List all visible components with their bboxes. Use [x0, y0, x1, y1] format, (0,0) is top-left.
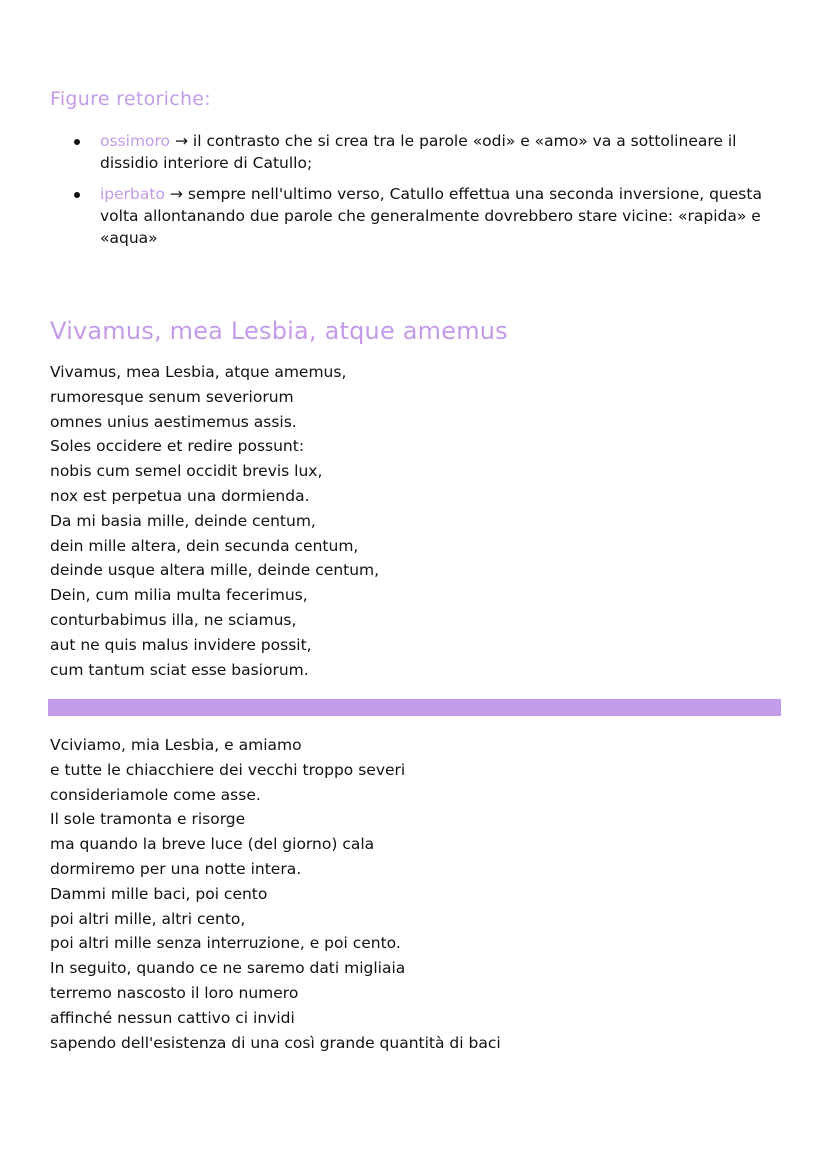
figure-term: iperbato [100, 185, 165, 203]
italian-verse: poi altri mille, altri cento, [50, 909, 246, 928]
italian-verse: ma quando la breve luce (del giorno) cala [50, 835, 375, 854]
italian-verse: terremo nascosto il loro numero [50, 983, 299, 1002]
arrow-icon: → [169, 185, 183, 203]
italian-verse: Vciviamo, mia Lesbia, e amiamo [50, 736, 302, 754]
latin-verse: cum tantum sciat esse basiorum. [50, 660, 309, 679]
italian-verse: consideriamole come asse. [50, 785, 261, 804]
latin-verse: rumoresque senum severiorum [50, 387, 294, 406]
arrow-icon: → [174, 132, 188, 150]
latin-verse: deinde usque altera mille, deinde centum, [50, 561, 380, 580]
figure-item-iperbato [68, 183, 778, 249]
figure-item-ossimoro [68, 130, 778, 174]
italian-verse: affinché nessun cattivo ci invidi [50, 1008, 295, 1027]
figures-heading: Figure retoriche: [50, 88, 211, 110]
latin-verse: nobis cum semel occidit brevis lux, [50, 462, 323, 481]
bullet-icon [74, 192, 80, 198]
italian-verse: dormiremo per una notte intera. [50, 859, 302, 878]
figure-description: sempre nell'ultimo verso, Catullo effettua una seconda inversione, questa volta allontanando due parole che generalmente dovrebbero stare vicine: «rapida» e «aqua» [100, 185, 762, 247]
latin-verse: omnes unius aestimemus assis. [50, 412, 297, 431]
bullet-icon [74, 139, 80, 145]
latin-verse: Dein, cum milia multa fecerimus, [50, 586, 308, 605]
latin-verse: Soles occidere et redire possunt: [50, 437, 305, 456]
latin-verse: Da mi basia mille, deinde centum, [50, 511, 316, 530]
latin-verse: conturbabimus illa, ne sciamus, [50, 610, 297, 629]
italian-verse: Il sole tramonta e risorge [50, 810, 246, 829]
italian-verse: Dammi mille baci, poi cento [50, 884, 268, 903]
italian-verse: e tutte le chiacchiere dei vecchi troppo severi [50, 760, 406, 779]
latin-verse: Vivamus, mea Lesbia, atque amemus, [50, 363, 347, 381]
figures-list [68, 130, 778, 258]
figure-description: il contrasto che si crea tra le parole «odi» e «amo» va a sottolineare il dissidio interiore di Catullo; [100, 132, 737, 172]
latin-verse: dein mille altera, dein secunda centum, [50, 536, 359, 555]
latin-verse: nox est perpetua una dormienda. [50, 486, 310, 505]
italian-verse: sapendo dell'esistenza di una così grande quantità di baci [50, 1033, 501, 1052]
poem-title: Vivamus, mea Lesbia, atque amemus [50, 317, 508, 345]
italian-verse: poi altri mille senza interruzione, e poi cento. [50, 934, 401, 953]
italian-translation [50, 733, 501, 1055]
section-divider [48, 699, 781, 716]
figure-term: ossimoro [100, 132, 171, 150]
latin-verse: aut ne quis malus invidere possit, [50, 635, 312, 654]
italian-verse: In seguito, quando ce ne saremo dati migliaia [50, 959, 406, 978]
latin-poem [50, 360, 379, 682]
